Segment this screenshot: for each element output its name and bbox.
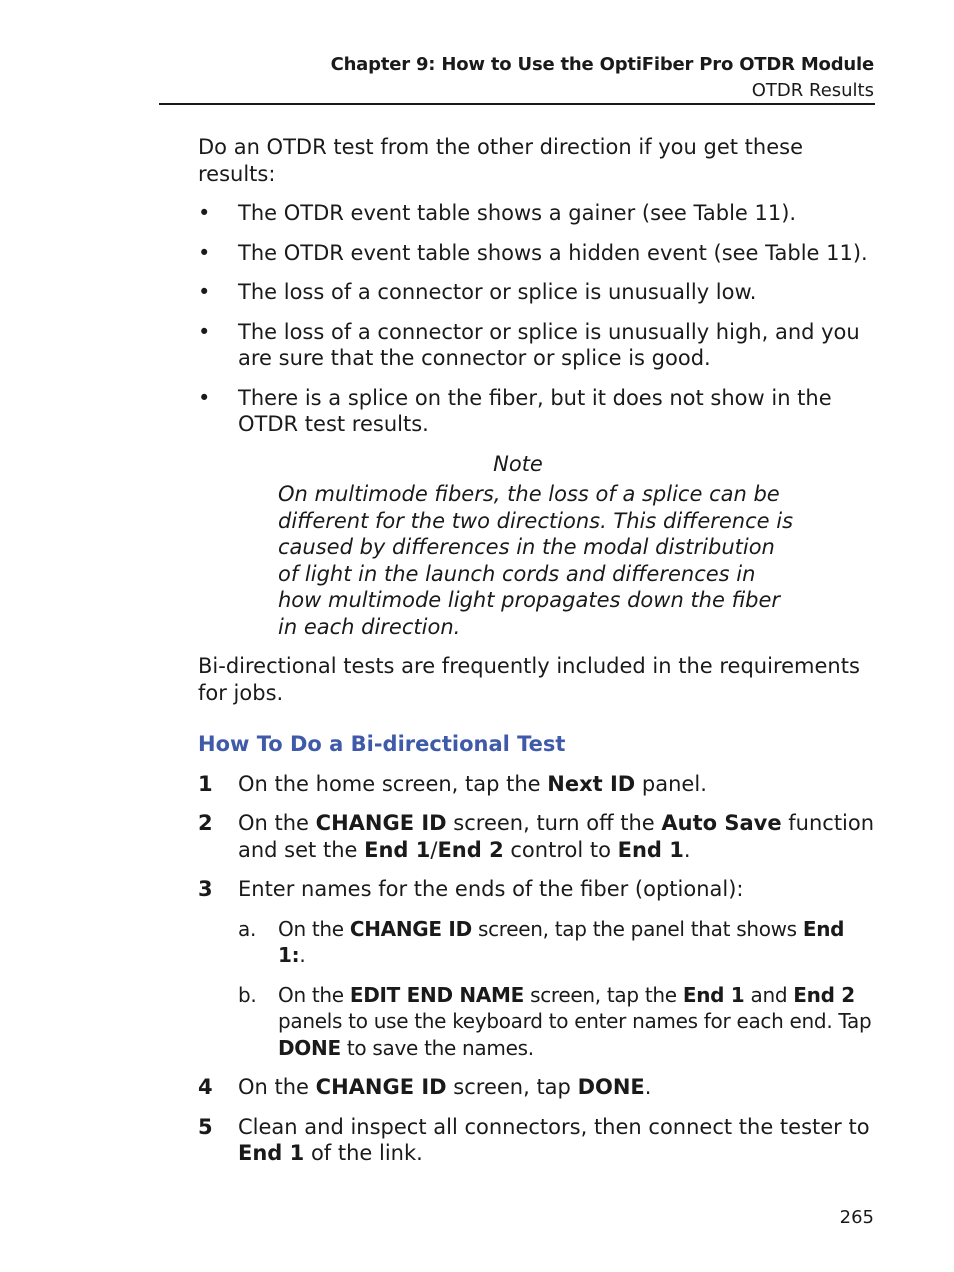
step-text: screen, tap [446, 1075, 578, 1099]
bullet-text: The OTDR event table shows a gainer (see Table 11). [238, 201, 797, 225]
step-text: . [644, 1075, 652, 1099]
step-text: . [299, 943, 306, 967]
step-number: 1 [198, 771, 213, 796]
step-number: 3 [198, 877, 213, 901]
step-4 [198, 1074, 878, 1101]
intro-paragraph: Do an OTDR test from the other direction if you get these results: [198, 135, 804, 186]
bullet-icon: • [198, 240, 211, 265]
ui-term: End 2 [437, 837, 504, 862]
substep-letter: a. [238, 916, 257, 941]
step-text: panel. [635, 771, 707, 796]
step-5 [198, 1114, 878, 1167]
bullet-icon: • [198, 201, 211, 225]
step-text: Clean and inspect all connectors, then connect the tester to [238, 1114, 870, 1139]
step-text: On the home screen, tap the [238, 771, 548, 796]
step-3 [198, 876, 878, 903]
step-text: Enter names for the ends of the fiber (optional): [238, 877, 744, 901]
bullet-item [198, 200, 878, 227]
bullet-item [198, 279, 878, 306]
ui-term: CHANGE ID [349, 916, 472, 941]
bullet-text: The loss of a connector or splice is unusually high, and you are sure that the connector or splice is good. [238, 319, 860, 370]
bullet-icon: • [198, 319, 211, 344]
ui-term: End 1: [278, 916, 845, 967]
step-number: 2 [198, 811, 213, 835]
ui-term: End 1 [238, 1141, 305, 1165]
header-rule [159, 103, 875, 105]
ui-term: End 1 [682, 982, 745, 1007]
step-text: On the [238, 1075, 316, 1099]
step-text: panels to use the keyboard to enter names for each end. Tap [278, 1009, 872, 1033]
step-text: On the [278, 982, 350, 1007]
step-text: . [683, 837, 691, 862]
bullet-item [198, 240, 878, 267]
ui-term: End 1 [617, 837, 684, 862]
ui-term: CHANGE ID [315, 811, 447, 835]
step-text: function and set the [238, 811, 875, 862]
ui-term: End 1 [364, 837, 431, 862]
bullet-text: The loss of a connector or splice is unusually low. [238, 280, 757, 304]
step-text: of the link. [304, 1141, 423, 1165]
bullet-icon: • [198, 280, 211, 304]
step-text: control to [503, 837, 618, 862]
step-text: On the [238, 811, 316, 835]
running-header-chapter: Chapter 9: How to Use the OptiFiber Pro OTDR Module [330, 54, 874, 75]
page-content [198, 134, 878, 1180]
note-label: Note [493, 451, 543, 476]
running-header-section: OTDR Results [751, 80, 874, 101]
substep-letter: b. [238, 982, 257, 1007]
section-subheading: How To Do a Bi-directional Test [198, 732, 566, 756]
step-2 [198, 810, 878, 863]
bullet-icon: • [198, 385, 211, 410]
step-number: 5 [198, 1114, 213, 1139]
step-number: 4 [198, 1075, 213, 1099]
step-text: screen, tap the panel that shows [471, 916, 803, 941]
bidirectional-paragraph: Bi-directional tests are frequently included in the requirements for jobs. [198, 654, 860, 705]
note-body: On multimode fibers, the loss of a splice can be different for the two directions. This difference is caused by differences in the modal distribution of light in the launch cords and differences in how multimode light propagates down the fiber in each direction. [278, 482, 794, 639]
step-3b [198, 982, 878, 1062]
ui-term: CHANGE ID [315, 1075, 447, 1099]
ui-term: Auto Save [661, 811, 782, 835]
bullet-text: The OTDR event table shows a hidden event (see Table 11). [238, 240, 868, 265]
ui-term: End 2 [793, 982, 855, 1007]
step-text: to save the names. [340, 1035, 534, 1060]
bullet-text: There is a splice on the fiber, but it does not show in the OTDR test results. [238, 385, 832, 436]
step-text: / [430, 837, 438, 862]
step-text: and [744, 982, 794, 1007]
ui-term: Next ID [547, 771, 636, 796]
ui-term: DONE [577, 1075, 645, 1099]
page-number: 265 [839, 1207, 874, 1228]
bullet-item [198, 385, 878, 438]
bullet-item [198, 319, 878, 372]
step-text: screen, tap the [524, 982, 683, 1007]
step-text: On the [278, 916, 350, 941]
step-3a [198, 916, 878, 969]
ui-term: DONE [278, 1035, 341, 1060]
ui-term: EDIT END NAME [349, 982, 525, 1007]
step-1 [198, 771, 878, 798]
step-text: screen, turn off the [446, 811, 662, 835]
